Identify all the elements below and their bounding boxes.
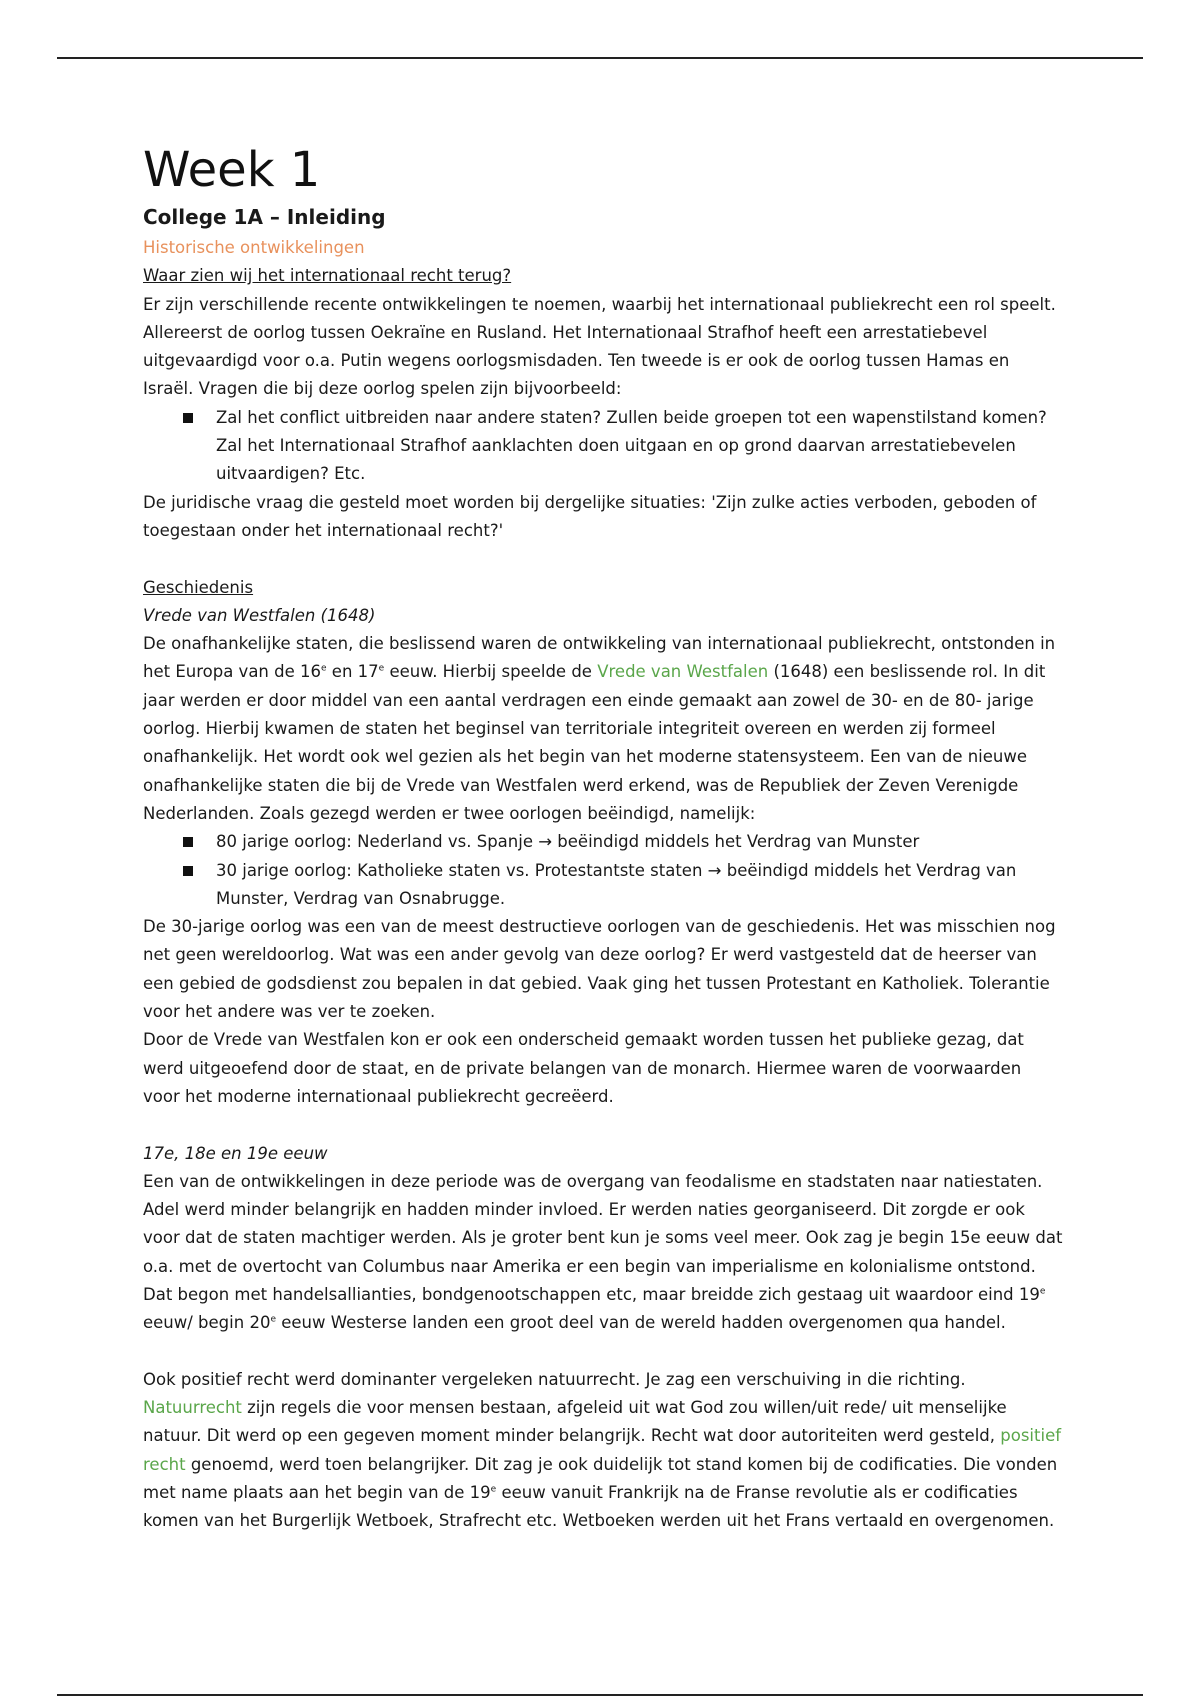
intro-closing: De juridische vraag die gesteld moet worden bij dergelijke situaties: 'Zijn zulke acties verboden, geboden of toegestaan onder het internationaal recht?': [143, 492, 1037, 540]
list-item-text: 30 jarige oorlog: Katholieke staten vs. Protestantste staten → beëindigd middels het Verdrag van Munster, Verdrag van Osnabrugge.: [216, 860, 1017, 908]
list-item-text: Zal het conflict uitbreiden naar andere staten? Zullen beide groepen tot een wapenstilstand komen? Zal het Internationaal Strafhof aanklachten doen uitgaan en op grond daarvan arrestatiebevelen uitvaardigen? Etc.: [216, 407, 1047, 484]
westfalen-subheading: Vrede van Westfalen (1648): [143, 605, 376, 625]
highlight-term: positief recht: [143, 1426, 1062, 1474]
list-item-text: 80 jarige oorlog: Nederland vs. Spanje → beëindigd middels het Verdrag van Munster: [216, 832, 920, 852]
list-item: [143, 404, 1063, 489]
page-title: Week 1: [143, 142, 321, 198]
bottom-rule: [57, 1694, 1143, 1696]
list-item: [143, 857, 1063, 914]
list-item: [143, 828, 1063, 856]
section-heading: Historische ontwikkelingen: [143, 238, 365, 257]
westfalen-paragraph-1: De onafhankelijke staten, die beslissend waren de ontwikkeling van internationaal publiekrecht, ontstonden in het Europa van de 16e en 17e eeuw. Hierbij speelde de Vrede van Westfalen (1648) een beslissende rol. In dit jaar werden er door middel van een aantal verdragen een einde gemaakt aan zowel de 30- en de 80- jarige oorlog. Hierbij kwamen de staten het beginsel van territoriale integriteit overeen en werden zij formeel onafhankelijk. Het wordt ook wel gezien als het begin van het moderne statensysteem. Een van de nieuwe onafhankelijke staten die bij de Vrede van Westfalen werd erkend, was de Republiek der Zeven Verenigde Nederlanden. Zoals gezegd werden er twee oorlogen beëindigd, namelijk:: [143, 634, 1056, 823]
highlight-term: Natuurrecht: [143, 1398, 242, 1418]
square-bullet-icon: [183, 866, 193, 876]
wars-bullet-list: [143, 828, 1063, 913]
history-heading: Geschiedenis: [143, 577, 254, 597]
square-bullet-icon: [183, 413, 193, 423]
document-body: [143, 140, 1063, 1536]
intro-bullet-list: [143, 404, 1063, 489]
westfalen-paragraph-2: De 30-jarige oorlog was een van de meest destructieve oorlogen van de geschiedenis. Het was misschien nog net geen wereldoorlog. Wat was een ander gevolg van deze oorlog? Er werd vastgesteld dat de heerser van een gebied de godsdienst zou bepalen in dat gebied. Vaak ging het tussen Protestant en Katholiek. Tolerantie voor het andere was ver te zoeken.: [143, 917, 1056, 1022]
westfalen-paragraph-3: Door de Vrede van Westfalen kon er ook een onderscheid gemaakt worden tussen het publieke gezag, dat werd uitgeoefend door de staat, en de private belangen van de monarch. Hiermee waren de voorwaarden voor het moderne internationaal publiekrecht gecreëerd.: [143, 1030, 1024, 1106]
centuries-paragraph-1: Een van de ontwikkelingen in deze periode was de overgang van feodalisme en stadstaten naar natiestaten. Adel werd minder belangrijk en hadden minder invloed. Er werden naties georganiseerd. Dit zorgde er ook voor dat de staten machtiger werden. Als je groter bent kun je soms veel meer. Ook zag je begin 15e eeuw dat o.a. met de overtocht van Columbus naar Amerika er een begin van imperialisme en kolonialisme ontstond. Dat begon met handelsallianties, bondgenootschappen etc, maar breidde zich gestaag uit waardoor eind 19e eeuw/ begin 20e eeuw Westerse landen een groot deel van de wereld hadden overgenomen qua handel.: [143, 1171, 1063, 1333]
intro-question: Waar zien wij het internationaal recht terug?: [143, 266, 512, 286]
centuries-paragraph-2: Ook positief recht werd dominanter vergeleken natuurrecht. Je zag een verschuiving in die richting. Natuurrecht zijn regels die voor mensen bestaan, afgeleid uit wat God zou willen/uit rede/ uit menselijke natuur. Dit werd op een gegeven moment minder belangrijk. Recht wat door autoriteiten werd gesteld, positief recht genoemd, werd toen belangrijker. Dit zag je ook duidelijk tot stand komen bij de codificaties. Die vonden met name plaats aan het begin van de 19e eeuw vanuit Frankrijk na de Franse revolutie als er codificaties komen van het Burgerlijk Wetboek, Strafrecht etc. Wetboeken werden uit het Frans vertaald en overgenomen.: [143, 1369, 1062, 1531]
top-rule: [57, 57, 1143, 59]
centuries-subheading: 17e, 18e en 19e eeuw: [143, 1143, 328, 1163]
highlight-term: Vrede van Westfalen: [597, 662, 769, 682]
square-bullet-icon: [183, 837, 193, 847]
lecture-subtitle: College 1A – Inleiding: [143, 205, 386, 229]
intro-paragraph: Er zijn verschillende recente ontwikkelingen te noemen, waarbij het internationaal publiekrecht een rol speelt. Allereerst de oorlog tussen Oekraïne en Rusland. Het Internationaal Strafhof heeft een arrestatiebevel uitgevaardigd voor o.a. Putin wegens oorlogsmisdaden. Ten tweede is er ook de oorlog tussen Hamas en Israël. Vragen die bij deze oorlog spelen zijn bijvoorbeeld:: [143, 294, 1056, 399]
